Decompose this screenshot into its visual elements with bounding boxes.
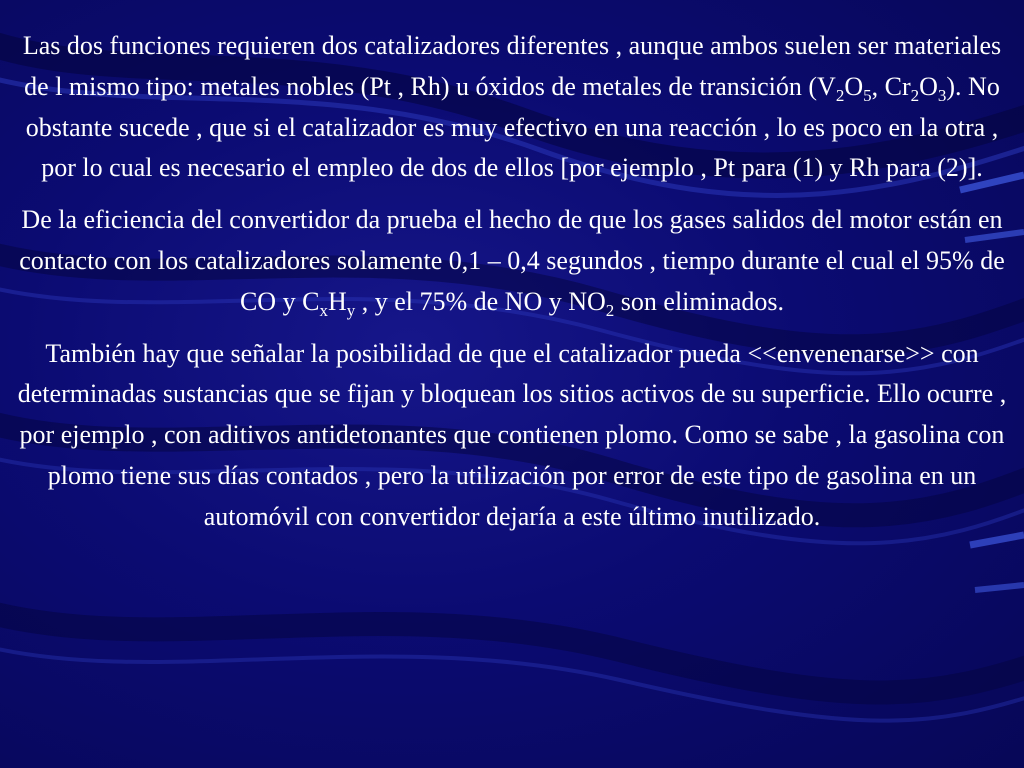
- p1-text-1: Las dos funciones requieren dos catalizadores diferentes , aunque ambos suelen ser materiales de l mismo tipo: metales nobles (Pt , Rh) u óxidos de metales de transición (V: [22, 31, 1002, 101]
- p2-subscript-2: y: [346, 300, 356, 320]
- p2-text-3: , y el 75% de NO y NO: [355, 286, 606, 316]
- slide-body: [8, 26, 1016, 538]
- p1-subscript-3: 2: [910, 85, 920, 105]
- p2-subscript-3: 2: [605, 300, 615, 320]
- p2-text-2: H: [327, 286, 347, 316]
- p1-text-5: ). No obstante sucede , que si el catalizador es muy efectivo en una reacción , lo es poco en la otra , por lo cual es necesario el empleo de dos de ellos [por ejemplo , Pt para (1) y Rh para (2)].: [25, 71, 1000, 183]
- p2-text-4: son eliminados.: [614, 286, 785, 316]
- p1-text-3: , Cr: [871, 71, 911, 101]
- p1-subscript-2: 5: [863, 85, 872, 105]
- p1-text-4: O: [919, 71, 938, 101]
- paragraph-poisoning: También hay que señalar la posibilidad de que el catalizador pueda <<envenenarse>> con determinadas sustancias que se fijan y bloquean los sitios activos de su superficie. Ello ocurre , por ejemplo , con aditivos antidetonantes que contienen plomo. Como se sabe , la gasolina con plomo tiene sus días contados , pero la utilización por error de este tipo de gasolina en un automóvil con convertidor dejaría a este último inutilizado.: [17, 338, 1007, 531]
- p1-subscript-4: 3: [937, 85, 947, 105]
- p1-subscript-1: 2: [835, 85, 845, 105]
- paragraph-catalysts: [8, 26, 1016, 189]
- p1-text-2: O: [844, 71, 864, 101]
- p2-subscript-1: x: [319, 300, 328, 320]
- p2-text-1: De la eficiencia del convertidor da prueba el hecho de que los gases salidos del motor están en contacto con los catalizadores solamente 0,1 – 0,4 segundos , tiempo durante el cual el 95% de CO y C: [19, 205, 1005, 316]
- paragraph-efficiency: [8, 200, 1016, 322]
